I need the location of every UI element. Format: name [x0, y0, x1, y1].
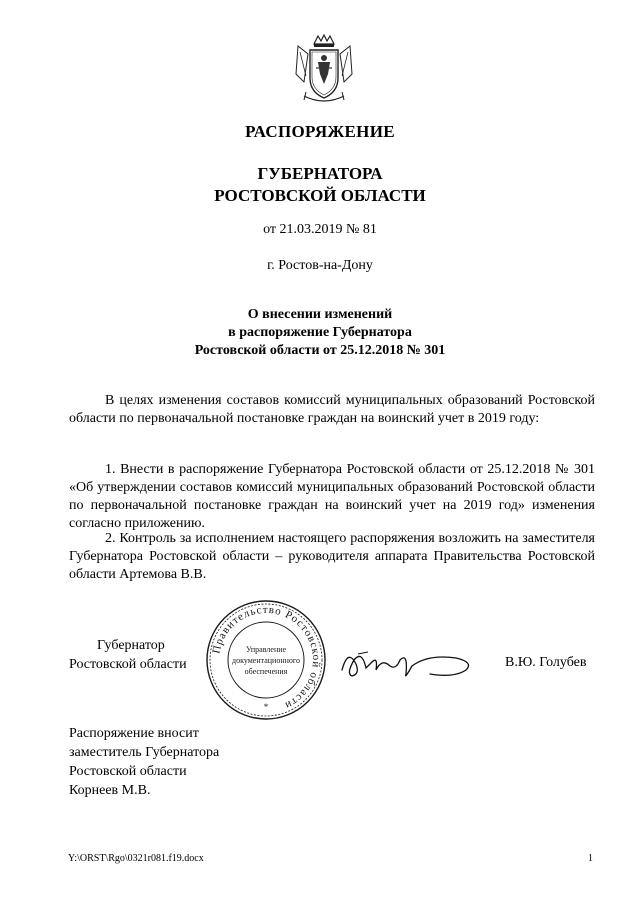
svg-text:*: * [263, 702, 269, 712]
document-type-title: РАСПОРЯЖЕНИЕ [245, 122, 395, 141]
subject-line-1: О внесении изменений [247, 307, 393, 322]
item-1-paragraph: 1. Внести в распоряжение Губернатора Ростовской области от 25.12.2018 № 301 «Об утверждении составов комиссий муниципальных образований Ростовской области по первоначальной постановке граждан на воинский учет на 2019 год» изменения согласно приложению. [69, 462, 595, 531]
submitter-line-1: Распоряжение вносит [69, 726, 199, 741]
seal-inner-line-3: обеспечения [244, 667, 288, 676]
seal-outer-text: Правительство Ростовской области [210, 603, 323, 712]
seal-inner-line-1: Управление [245, 645, 287, 654]
subject-heading [0, 306, 640, 360]
footer-page-number: 1 [588, 853, 593, 864]
submitter-line-3: Ростовской области [69, 764, 187, 779]
issuer-line-1: ГУБЕРНАТОРА [257, 164, 383, 183]
item-2-paragraph: 2. Контроль за исполнением настоящего распоряжения возложить на заместителя Губернатора Ростовской области – руководителя аппарата Правительства Ростовской области Артемова В.В. [69, 531, 595, 582]
date-number: от 21.03.2019 № 81 [263, 222, 377, 237]
signer-name: В.Ю. Голубев [505, 655, 587, 670]
official-seal [204, 598, 328, 722]
seal-inner-line-2: документационного [232, 656, 300, 665]
handwritten-signature [338, 640, 478, 684]
signer-role-line-2: Ростовской области [69, 657, 187, 672]
footer-file-path: Y:\ORST\Rgo\0321r081.f19.docx [68, 853, 204, 864]
subject-line-3: Ростовской области от 25.12.2018 № 301 [194, 343, 446, 358]
coat-of-arms-emblem [294, 34, 354, 108]
submitter-line-2: заместитель Губернатора [69, 745, 220, 760]
signer-role [69, 636, 209, 674]
city: г. Ростов-на-Дону [267, 258, 373, 273]
submitter-line-4: Корнеев М.В. [69, 783, 151, 798]
submitter-block [69, 724, 219, 800]
issuer-title [0, 163, 640, 207]
issuer-line-2: РОСТОВСКОЙ ОБЛАСТИ [214, 186, 426, 205]
preamble-paragraph: В целях изменения составов комиссий муниципальных образований Ростовской области по первоначальной постановке граждан на воинский учет в 2019 году: [69, 393, 595, 426]
signer-role-line-1: Губернатор [97, 638, 165, 653]
subject-line-2: в распоряжение Губернатора [228, 325, 412, 340]
